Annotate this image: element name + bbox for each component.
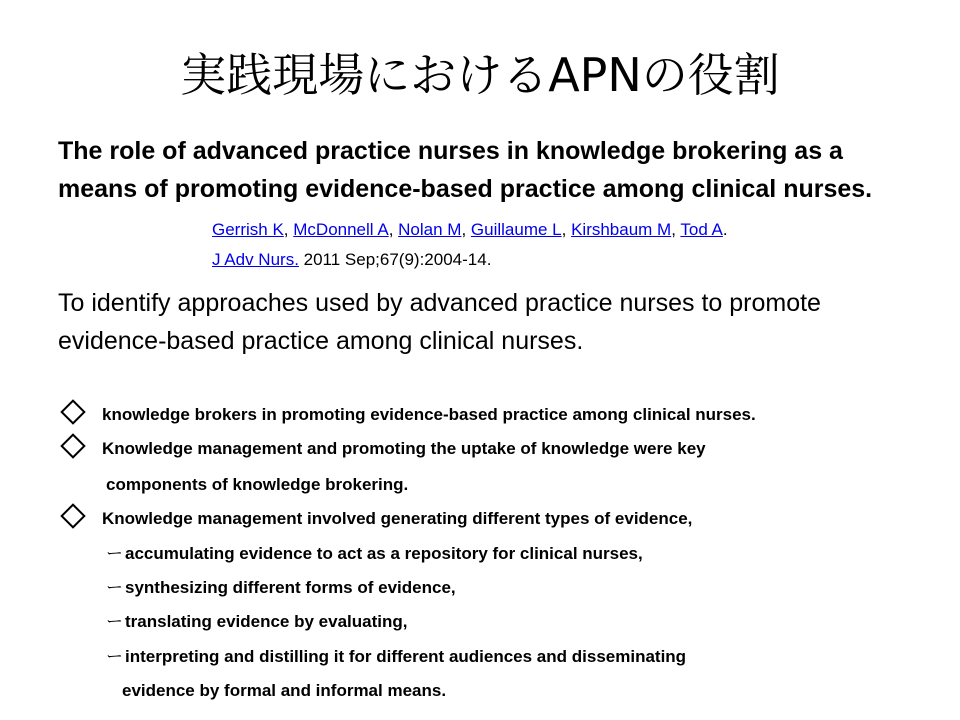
author-separator: , xyxy=(461,220,471,239)
author-link[interactable]: Nolan M xyxy=(398,220,462,239)
author-end: . xyxy=(722,220,728,239)
sub-item-text: accumulating evidence to act as a repository for clinical nurses, xyxy=(125,544,643,563)
author-list xyxy=(212,216,728,244)
dash-icon: ー xyxy=(106,578,123,597)
bullet-item xyxy=(58,432,706,466)
bullet-text: knowledge brokers in promoting evidence-based practice among clinical nurses. xyxy=(102,405,756,424)
sub-item-text: translating evidence by evaluating, xyxy=(125,612,408,631)
author-separator: , xyxy=(561,220,572,239)
sub-item xyxy=(106,605,407,639)
paper-title: The role of advanced practice nurses in knowledge brokering as a means of promoting evidence-based practice among clinical nurses. xyxy=(58,137,873,203)
author-separator: , xyxy=(671,220,681,239)
dash-icon: ー xyxy=(106,647,123,666)
author-link[interactable]: Gerrish K xyxy=(212,220,284,239)
bullet-item xyxy=(58,502,692,536)
journal-link[interactable]: J Adv Nurs. xyxy=(212,250,299,269)
sub-item xyxy=(106,640,686,674)
sub-item xyxy=(106,571,456,605)
sub-item xyxy=(106,537,643,571)
slide-title: 実践現場におけるAPNの役割 xyxy=(180,48,780,102)
sub-item-text: synthesizing different forms of evidence, xyxy=(125,578,456,597)
author-separator: , xyxy=(283,220,294,239)
diamond-bullet-icon xyxy=(60,503,85,528)
bullet-text: Knowledge management and promoting the uptake of knowledge were key xyxy=(102,439,706,458)
dash-icon: ー xyxy=(106,612,123,631)
sub-item-text: interpreting and distilling it for different audiences and disseminating xyxy=(125,647,687,666)
objective-text: To identify approaches used by advanced practice nurses to promote evidence-based practice among clinical nurses. xyxy=(58,289,821,355)
sub-item-continuation: evidence by formal and informal means. xyxy=(122,681,447,700)
diamond-bullet-icon xyxy=(60,399,85,424)
author-separator: , xyxy=(388,220,399,239)
dash-icon: ー xyxy=(106,544,123,563)
diamond-bullet-icon xyxy=(60,433,85,458)
author-link[interactable]: McDonnell A xyxy=(293,220,389,239)
bullet-continuation: components of knowledge brokering. xyxy=(106,475,409,494)
journal-citation xyxy=(212,246,491,274)
author-link[interactable]: Tod A xyxy=(680,220,723,239)
author-link[interactable]: Kirshbaum M xyxy=(571,220,672,239)
bullet-item xyxy=(58,398,756,432)
author-link[interactable]: Guillaume L xyxy=(470,220,562,239)
bullet-text: Knowledge management involved generating different types of evidence, xyxy=(102,509,693,528)
journal-details: 2011 Sep;67(9):2004-14. xyxy=(298,250,492,269)
